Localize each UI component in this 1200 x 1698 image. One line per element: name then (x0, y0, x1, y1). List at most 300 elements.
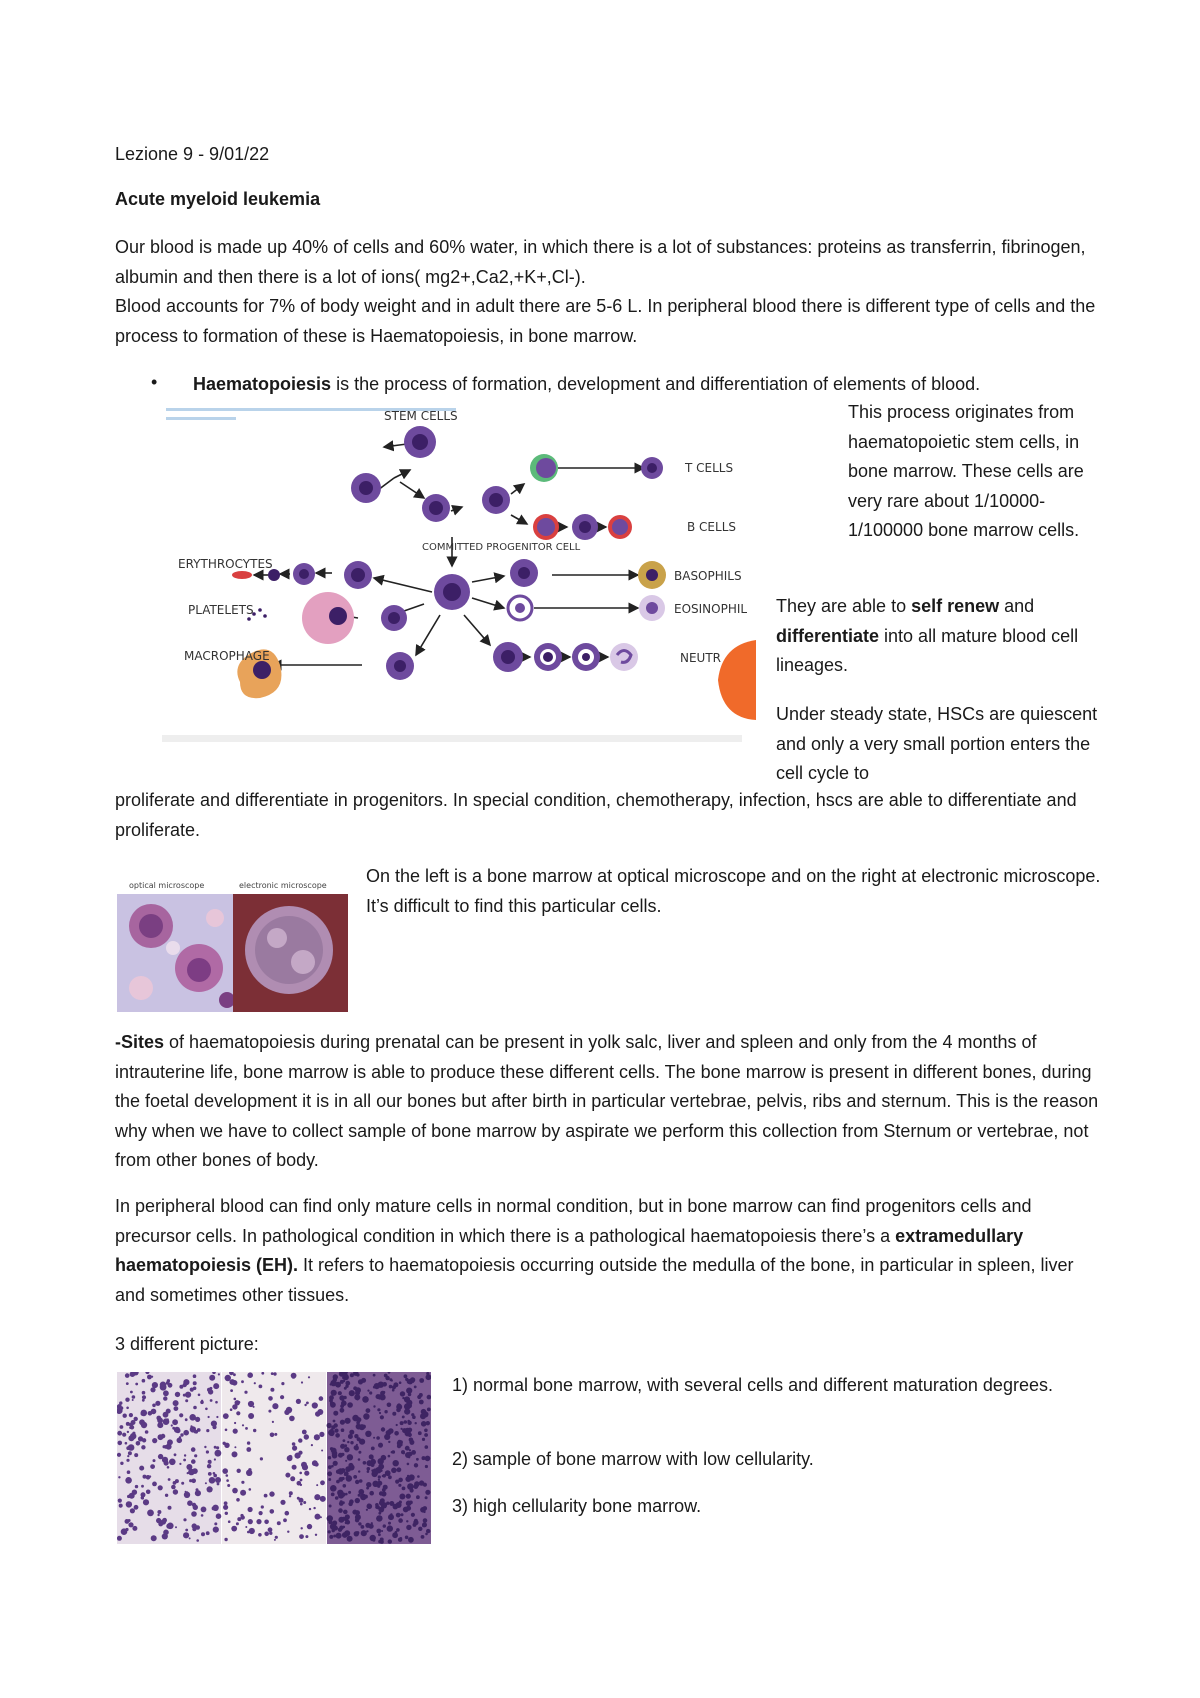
smear-cell (406, 1388, 412, 1394)
smear-cell (377, 1408, 380, 1411)
smear-cell (130, 1508, 135, 1513)
smear-cell (350, 1441, 353, 1444)
smear-cell (123, 1414, 127, 1418)
smear-cell (419, 1400, 424, 1405)
smear-cell (190, 1425, 192, 1427)
smear-cell (256, 1519, 261, 1524)
smear-cell (247, 1441, 250, 1444)
smear-cell (393, 1382, 398, 1387)
smear-cell (233, 1373, 236, 1376)
wrap-paragraph: proliferate and differentiate in progenitors. In special condition, chemotherapy, infection, hscs are able to differentiate and proliferate. (115, 790, 1077, 840)
smear-cell (274, 1539, 276, 1541)
smear-cell (347, 1536, 353, 1542)
smear-cell (398, 1518, 403, 1523)
smear-cell (152, 1438, 157, 1443)
smear-cell (142, 1379, 146, 1383)
peripheral-paragraph (115, 1192, 1105, 1310)
smear-cell (234, 1398, 237, 1401)
smear-cell (406, 1494, 411, 1499)
smear-cell (208, 1461, 211, 1464)
smear-cell (397, 1440, 403, 1446)
smear-cell (185, 1418, 188, 1421)
smear-cell (179, 1463, 181, 1465)
smear-cell (349, 1430, 354, 1435)
smear-cell (392, 1412, 396, 1416)
smear-cell (349, 1390, 355, 1396)
smear-cell (414, 1386, 417, 1389)
smear-cell (421, 1535, 425, 1539)
smear-cell (344, 1471, 349, 1476)
smear-cell (232, 1451, 238, 1457)
smear-cell (427, 1408, 431, 1412)
smear-cell (336, 1533, 342, 1539)
smear-cell (301, 1462, 307, 1468)
smear-cell (130, 1391, 133, 1394)
smear-cell (313, 1507, 315, 1509)
smear-cell (230, 1408, 233, 1411)
smear-cell (134, 1505, 139, 1510)
smear-cell (141, 1422, 147, 1428)
smear-cell (168, 1478, 171, 1481)
smear-cell (342, 1517, 346, 1521)
smear-cell (259, 1511, 263, 1515)
smear-cell (355, 1514, 361, 1520)
smear-cell (327, 1515, 333, 1521)
smear-cell (194, 1454, 197, 1457)
smear-cell (227, 1484, 230, 1487)
smear-cell (411, 1413, 414, 1416)
smear-cell (319, 1396, 324, 1401)
smear-cell (195, 1490, 201, 1496)
smear-cell (400, 1391, 405, 1396)
smear-cell (223, 1413, 229, 1419)
smear-cell (416, 1495, 420, 1499)
smear-cell (215, 1450, 222, 1457)
smear-cell (413, 1484, 418, 1489)
side-p2-a: They are able to (776, 596, 912, 616)
smear-cell (335, 1496, 339, 1500)
smear-cell (204, 1446, 206, 1448)
smear-cell (167, 1523, 174, 1530)
smear-cell (244, 1391, 247, 1394)
smear-cell (345, 1418, 351, 1424)
smear-cell (225, 1512, 228, 1515)
smear-cell (361, 1525, 365, 1529)
smear-cell (120, 1462, 123, 1465)
side-paragraph-3: Under steady state, HSCs are quiescent and only a very small portion enters the cell cycle to (776, 704, 1098, 783)
smear-cell (169, 1459, 176, 1466)
smear-cell (132, 1395, 136, 1399)
smear-cell (300, 1479, 303, 1482)
smear-cell (375, 1503, 379, 1507)
smear-cell (408, 1456, 410, 1458)
smear-cell (363, 1461, 367, 1465)
smear-cell (146, 1490, 151, 1495)
smear-cell (369, 1491, 374, 1496)
smear-cell (289, 1495, 291, 1497)
smear-cell (347, 1441, 349, 1443)
bullet-definition: is the process of formation, development and differentiation of elements of blood. (331, 374, 981, 394)
smear-cell (193, 1505, 198, 1510)
smear-cell (379, 1491, 383, 1495)
smear-cell (151, 1535, 157, 1541)
smear-cell (345, 1381, 350, 1386)
smear-cell (366, 1482, 371, 1487)
smear-cell (406, 1520, 408, 1522)
smear-cell (338, 1391, 342, 1395)
smear-cell (378, 1479, 380, 1481)
smear-cell (356, 1373, 359, 1376)
diagram-label-basophils: BASOPHILS (674, 569, 742, 583)
smear-cell (208, 1416, 210, 1418)
side-paragraph-2 (776, 592, 1106, 681)
smear-cell (394, 1431, 399, 1436)
smear-cell (189, 1537, 191, 1539)
smear-cell (388, 1514, 394, 1520)
smear-cell (272, 1403, 278, 1409)
smear-cell (143, 1499, 149, 1505)
smear-cell (236, 1498, 240, 1502)
smear-cell (314, 1462, 318, 1466)
smear-cell (304, 1404, 306, 1406)
smear-cell (132, 1432, 135, 1435)
smear-cell (205, 1408, 208, 1411)
smear-cell (335, 1433, 340, 1438)
smear-cell (406, 1506, 411, 1511)
smear-cell (298, 1451, 302, 1455)
smear-cell (134, 1453, 138, 1457)
smear-cell (340, 1444, 345, 1449)
smear-cell (268, 1396, 273, 1401)
smear-cell (427, 1395, 431, 1400)
smear-cell (165, 1494, 168, 1497)
smear-cell (254, 1382, 256, 1384)
smear-cell (378, 1458, 384, 1464)
smear-cell (387, 1525, 393, 1531)
smear-cell (401, 1428, 403, 1430)
smear-cell (407, 1379, 412, 1384)
smear-cell (309, 1508, 311, 1510)
smear-cell (141, 1412, 145, 1416)
smear-cell (388, 1441, 390, 1443)
smear-cell (164, 1445, 168, 1449)
smear-cell (150, 1387, 155, 1392)
smear-cell (342, 1477, 345, 1480)
smear-cell (237, 1517, 241, 1521)
smear-cell (396, 1513, 401, 1518)
smear-cell (157, 1422, 163, 1428)
diagram-label-eosinophil: EOSINOPHIL (674, 602, 748, 616)
smear-cell (328, 1478, 331, 1481)
smear-cell (404, 1409, 410, 1415)
smear-cell (350, 1373, 354, 1377)
smear-cell (186, 1464, 192, 1470)
smear-cell (333, 1535, 336, 1538)
smear-cell (358, 1470, 360, 1472)
smear-cell (215, 1401, 218, 1404)
smear-cell (174, 1453, 177, 1456)
bullet-term: Haematopoiesis (193, 374, 332, 394)
smear-cell (264, 1494, 268, 1498)
smear-cell (356, 1417, 361, 1422)
side-p2-differentiate: differentiate (776, 625, 880, 646)
smear-cell (230, 1389, 233, 1392)
smear-cell (301, 1527, 303, 1529)
smear-cell (196, 1539, 199, 1542)
smear-cell (268, 1410, 271, 1413)
smear-cell (228, 1520, 231, 1523)
smear-cell (365, 1431, 371, 1437)
smear-cell (328, 1465, 332, 1469)
smear-cell (125, 1442, 128, 1445)
micro-label-electronic: electronic microscope (239, 881, 327, 890)
smear-cell (237, 1469, 241, 1473)
smear-cell (373, 1374, 376, 1377)
smear-cell (173, 1400, 179, 1406)
smear-cell (381, 1530, 383, 1532)
smear-cell (209, 1375, 215, 1381)
smear-cell (167, 1439, 173, 1445)
smear-cell (308, 1376, 310, 1378)
smear-cell (359, 1479, 363, 1483)
smear-cell (148, 1411, 153, 1416)
smear-cell (152, 1482, 157, 1487)
smear-cell (314, 1403, 317, 1406)
smear-cell (241, 1481, 244, 1484)
smear-cell (248, 1468, 251, 1471)
smear-cell (205, 1482, 207, 1484)
smear-cell (246, 1447, 251, 1452)
smear-cell (329, 1505, 332, 1508)
smear-cell (201, 1532, 205, 1536)
smear-cell (358, 1458, 361, 1461)
diagram-label-erythrocytes: ERYTHROCYTES (178, 557, 273, 571)
side-p2-c: and (999, 596, 1035, 616)
smear-cell (238, 1401, 241, 1404)
smear-cell (409, 1438, 414, 1443)
smear-cell (377, 1394, 382, 1399)
smear-cell (118, 1499, 122, 1503)
smear-cell (411, 1513, 415, 1517)
smear-cell (425, 1490, 430, 1495)
smear-cell (183, 1532, 189, 1538)
smear-cell (342, 1403, 345, 1406)
smear-cell (223, 1505, 228, 1510)
smear-cell (406, 1525, 411, 1530)
smear-cell (216, 1513, 222, 1519)
smear-cell (396, 1424, 398, 1426)
smear-cell (425, 1496, 428, 1499)
smear-cell (331, 1390, 337, 1396)
smear-cell (171, 1424, 173, 1426)
diagram-label-stem-bind: STEM CELLS (384, 409, 458, 423)
smear-cell (234, 1422, 236, 1424)
smear-cell (212, 1505, 218, 1511)
smear-cell (399, 1381, 402, 1384)
smear-cell (286, 1407, 292, 1413)
smear-cell (152, 1404, 156, 1408)
smear-cell (183, 1430, 189, 1436)
smear-cell (270, 1388, 274, 1392)
smear-cell (174, 1427, 180, 1433)
smear-cell (193, 1406, 197, 1410)
smear-cell (401, 1513, 404, 1516)
smear-cell (122, 1433, 126, 1437)
smear-cell (213, 1472, 216, 1475)
smear-cell (194, 1430, 197, 1433)
smear-cell (333, 1411, 338, 1416)
smear-cell (226, 1474, 229, 1477)
smear-cell (153, 1459, 156, 1462)
smear-cell (422, 1456, 426, 1460)
smear-cell (285, 1473, 290, 1478)
smear-cell (163, 1412, 169, 1418)
smear-cell (193, 1381, 197, 1385)
smear-cell (217, 1483, 220, 1486)
smear-cell (272, 1421, 274, 1423)
smear-cell (164, 1460, 169, 1465)
smear-cell (142, 1438, 146, 1442)
smear-cell (206, 1450, 209, 1453)
smear-cell (163, 1390, 169, 1396)
smear-cell (423, 1511, 425, 1513)
smear-cell (328, 1456, 331, 1459)
smear-cell (201, 1507, 207, 1513)
smear-cell (142, 1395, 146, 1399)
smear-cell (135, 1383, 138, 1386)
smear-cell (184, 1492, 190, 1498)
smear-cell (206, 1531, 210, 1535)
smear-cell (345, 1466, 351, 1472)
smear-cell (160, 1382, 167, 1389)
smear-cell (175, 1479, 179, 1483)
smear-cell (192, 1468, 198, 1474)
smear-cell (117, 1453, 121, 1457)
smear-cell (424, 1429, 428, 1433)
picture-item-2: 2) sample of bone marrow with low cellularity. (452, 1449, 814, 1469)
smear-cell (145, 1430, 149, 1434)
smear-cell (338, 1508, 343, 1513)
smear-cell (356, 1425, 360, 1429)
smear-cell (371, 1447, 375, 1451)
smear-cell (407, 1483, 414, 1490)
smear-cell (270, 1509, 275, 1514)
sites-paragraph (115, 1028, 1105, 1176)
smear-cell (150, 1464, 155, 1469)
diagram-label-bcells: B CELLS (687, 520, 736, 534)
smear-cell (236, 1411, 240, 1415)
smear-cell (128, 1519, 131, 1522)
lesson-header: Lezione 9 - 9/01/22 (115, 144, 270, 164)
haematopoiesis-diagram (162, 400, 756, 742)
smear-cell (341, 1428, 345, 1432)
smear-cell (410, 1538, 412, 1540)
smear-cell (118, 1476, 120, 1478)
smear-cell (253, 1429, 256, 1432)
smear-cell (273, 1372, 276, 1375)
smear-cell (391, 1468, 397, 1474)
smear-cell (345, 1460, 347, 1462)
smear-cell (319, 1432, 324, 1437)
smear-cell (183, 1518, 186, 1521)
smear-cell (410, 1442, 413, 1445)
smear-cell (423, 1518, 428, 1523)
smear-cell (218, 1373, 220, 1375)
smear-cell (297, 1497, 300, 1500)
smear-cell (183, 1459, 186, 1462)
smear-cell (290, 1476, 295, 1481)
smear-cell (292, 1442, 296, 1446)
smear-cell (127, 1431, 129, 1433)
smear-cell (223, 1442, 226, 1445)
smear-cell (403, 1452, 405, 1454)
smear-cell (241, 1380, 244, 1383)
smear-cell (120, 1425, 124, 1429)
smear-cell (274, 1433, 277, 1436)
smear-cell (425, 1445, 429, 1449)
smear-cell (330, 1383, 332, 1385)
smear-cell (367, 1460, 373, 1466)
smear-cell (211, 1421, 217, 1427)
smear-cell (397, 1467, 402, 1472)
smear-cell (400, 1421, 404, 1425)
smear-cell (366, 1509, 368, 1511)
smear-cell (289, 1416, 295, 1422)
smear-cell (200, 1401, 204, 1405)
smear-cell (179, 1436, 181, 1438)
smear-cell (384, 1434, 390, 1440)
smear-cell (208, 1472, 212, 1476)
smear-cell (119, 1506, 121, 1508)
smear-cell (207, 1486, 213, 1492)
smear-cell (215, 1477, 221, 1483)
smear-cell (173, 1489, 178, 1494)
smear-cell (384, 1374, 388, 1378)
smear-cell (336, 1470, 340, 1474)
smear-cell (175, 1420, 178, 1423)
smear-cell (304, 1471, 309, 1476)
smear-cell (242, 1424, 244, 1426)
smear-cell (214, 1446, 217, 1449)
smear-cell (419, 1378, 424, 1383)
smear-cell (268, 1527, 273, 1532)
peripheral-eh-term: extramedullary haematopoiesis (EH). (115, 1225, 1024, 1275)
smear-cell (426, 1372, 429, 1375)
smear-cell (156, 1416, 161, 1421)
smear-cell (379, 1412, 381, 1414)
smear-cell (381, 1427, 385, 1431)
smear-cell (402, 1487, 406, 1491)
smear-cell (320, 1496, 326, 1502)
bullet-haematopoiesis (193, 370, 1123, 400)
smear-cell (120, 1406, 123, 1409)
picture-item-1: 1) normal bone marrow, with several cells and different maturation degrees. (452, 1375, 1053, 1395)
smear-cell (193, 1374, 197, 1378)
smear-cell (330, 1485, 337, 1492)
smear-cell (298, 1438, 302, 1442)
smear-cell (341, 1492, 345, 1496)
smear-cell (175, 1392, 180, 1397)
smear-cell (216, 1416, 218, 1418)
smear-cell (136, 1441, 141, 1446)
smear-cell (192, 1523, 197, 1528)
smear-cell (171, 1485, 176, 1490)
smear-cell (258, 1533, 262, 1537)
smear-cell (125, 1373, 130, 1378)
smear-cell (418, 1431, 422, 1435)
smear-cell (377, 1481, 382, 1486)
smear-cell (151, 1376, 153, 1378)
